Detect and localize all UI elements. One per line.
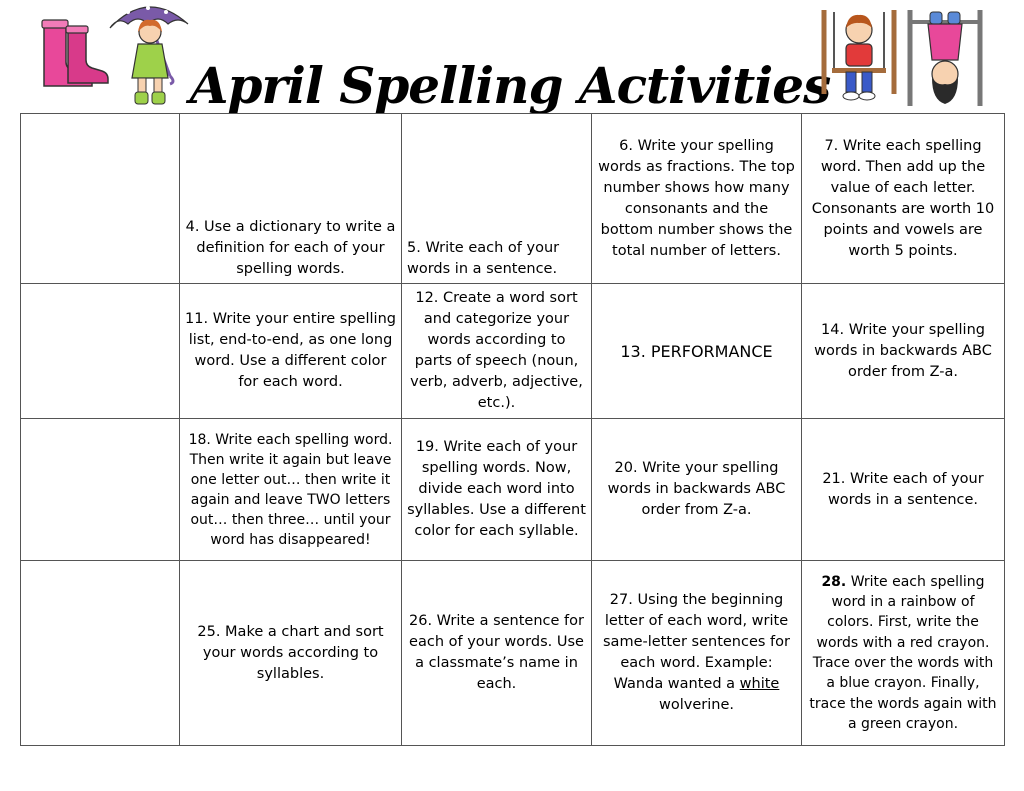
grid-cell: 7. Write each spelling word. Then add up the value of each letter. Consonants are worth 10 points and vowels are worth 5 points.	[802, 114, 1005, 284]
boy-on-swing-icon	[820, 8, 898, 108]
table-row	[21, 284, 1005, 419]
grid-cell: 28. Write each spelling word in a rainbow of colors. First, write the words with a red crayon. Trace over the words with a blue crayon. Finally, trace the words again with a green crayon.	[802, 561, 1005, 746]
grid-cell: 14. Write your spelling words in backwards ABC order from Z-a.	[802, 284, 1005, 419]
grid-cell: 4. Use a dictionary to write a definition for each of your spelling words.	[180, 114, 402, 284]
boots-icon	[34, 18, 110, 90]
grid-cell: 12. Create a word sort and categorize your words according to parts of speech (noun, verb, adverb, adjective, etc.).	[402, 284, 592, 419]
table-row	[21, 419, 1005, 561]
grid-cell	[21, 114, 180, 284]
grid-cell: 6. Write your spelling words as fractions. The top number shows how many consonants and the bottom number shows the total number of letters.	[592, 114, 802, 284]
girl-with-umbrella-icon	[108, 2, 190, 108]
grid-cell: 27. Using the beginning letter of each word, write same-letter sentences for each word. Example: Wanda wanted a white wolverine.	[592, 561, 802, 746]
grid-cell: 13. PERFORMANCE	[592, 284, 802, 419]
grid-cell: 5. Write each of your words in a sentence.	[402, 114, 592, 284]
grid-cell	[21, 561, 180, 746]
grid-cell: 21. Write each of your words in a sentence.	[802, 419, 1005, 561]
table-row	[21, 114, 1005, 284]
page-title: April Spelling Activities	[189, 55, 831, 115]
grid-cell: 11. Write your entire spelling list, end-to-end, as one long word. Use a different color for each word.	[180, 284, 402, 419]
grid-cell: 19. Write each of your spelling words. Now, divide each word into syllables. Use a different color for each syllable.	[402, 419, 592, 561]
activity-grid	[20, 113, 1005, 746]
grid-cell: 18. Write each spelling word. Then write it again but leave one letter out… then write it again and leave TWO letters out… then three… until your word has disappeared!	[180, 419, 402, 561]
girl-hanging-on-bars-icon	[904, 8, 986, 108]
item-number: 28.	[821, 573, 847, 590]
grid-cell: 25. Make a chart and sort your words according to syllables.	[180, 561, 402, 746]
grid-cell	[21, 419, 180, 561]
grid-cell: 26. Write a sentence for each of your words. Use a classmate’s name in each.	[402, 561, 592, 746]
table-row	[21, 561, 1005, 746]
grid-cell	[21, 284, 180, 419]
grid-cell: 20. Write your spelling words in backwards ABC order from Z-a.	[592, 419, 802, 561]
underlined-word: white	[739, 676, 780, 692]
